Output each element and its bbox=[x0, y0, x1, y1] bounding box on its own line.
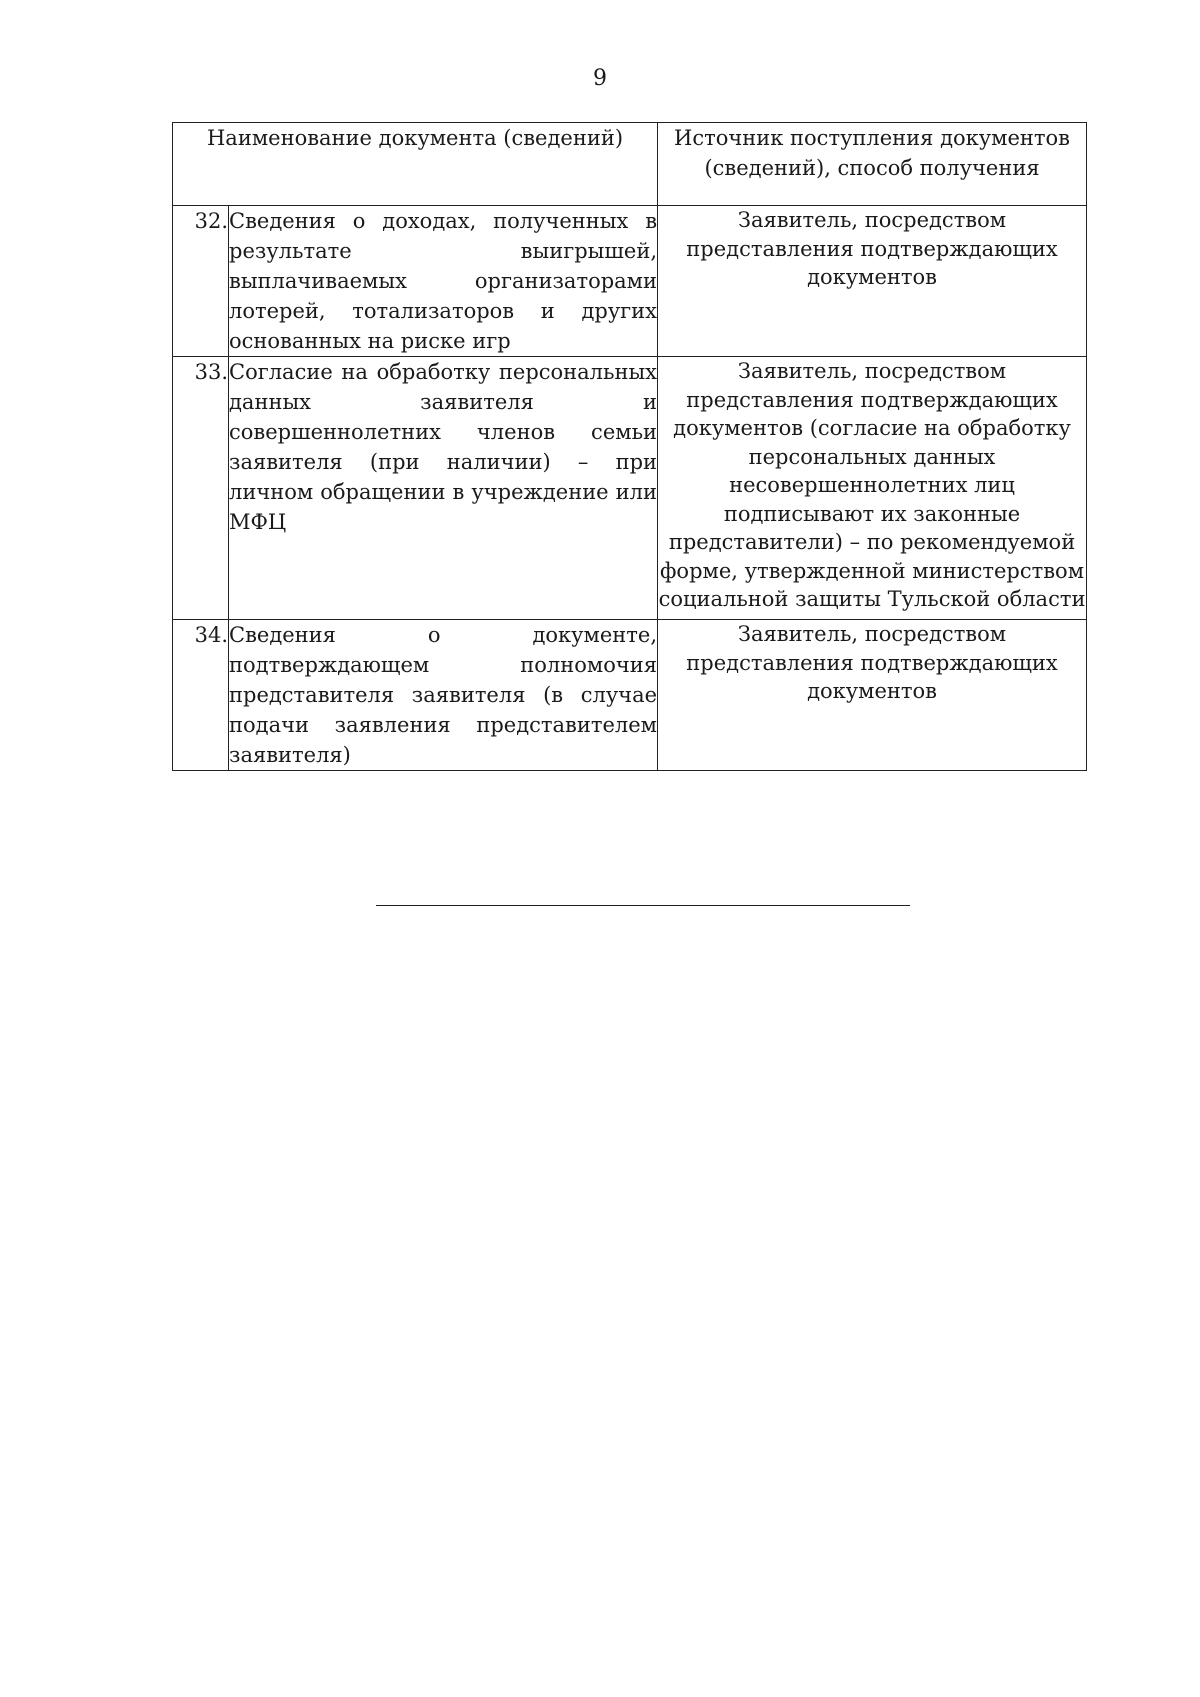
row-number: 34. bbox=[173, 620, 229, 771]
header-source: Источник поступления документов (сведений), способ получения bbox=[658, 123, 1087, 206]
row-number: 33. bbox=[173, 357, 229, 620]
table-header-row bbox=[173, 123, 1087, 206]
row-document-name: Сведения о доходах, полученных в результате выигрышей, выплачиваемых организаторами лотерей, тотализаторов и других основанных на риске игр bbox=[229, 206, 658, 357]
page-number: 9 bbox=[593, 66, 607, 91]
row-document-name: Сведения о документе, подтверждающем полномочия представителя заявителя (в случае подачи заявления представителем заявителя) bbox=[229, 620, 658, 771]
end-of-section-rule bbox=[376, 905, 910, 906]
header-document-name: Наименование документа (сведений) bbox=[173, 123, 658, 206]
table-row bbox=[173, 620, 1087, 771]
row-source: Заявитель, посредством представления подтверждающих документов bbox=[658, 206, 1087, 357]
row-number: 32. bbox=[173, 206, 229, 357]
row-source: Заявитель, посредством представления подтверждающих документов bbox=[658, 620, 1087, 771]
row-source: Заявитель, посредством представления подтверждающих документов (согласие на обработку персональных данных несовершеннолетних лиц подписывают их законные представители) – по рекомендуемой форме, утвержденной министерством социальной защиты Тульской области bbox=[658, 357, 1087, 620]
documents-table bbox=[172, 122, 1087, 771]
table-row bbox=[173, 357, 1087, 620]
table-row bbox=[173, 206, 1087, 357]
row-document-name: Согласие на обработку персональных данных заявителя и совершеннолетних членов семьи заявителя (при наличии) – при личном обращении в учреждение или МФЦ bbox=[229, 357, 658, 620]
